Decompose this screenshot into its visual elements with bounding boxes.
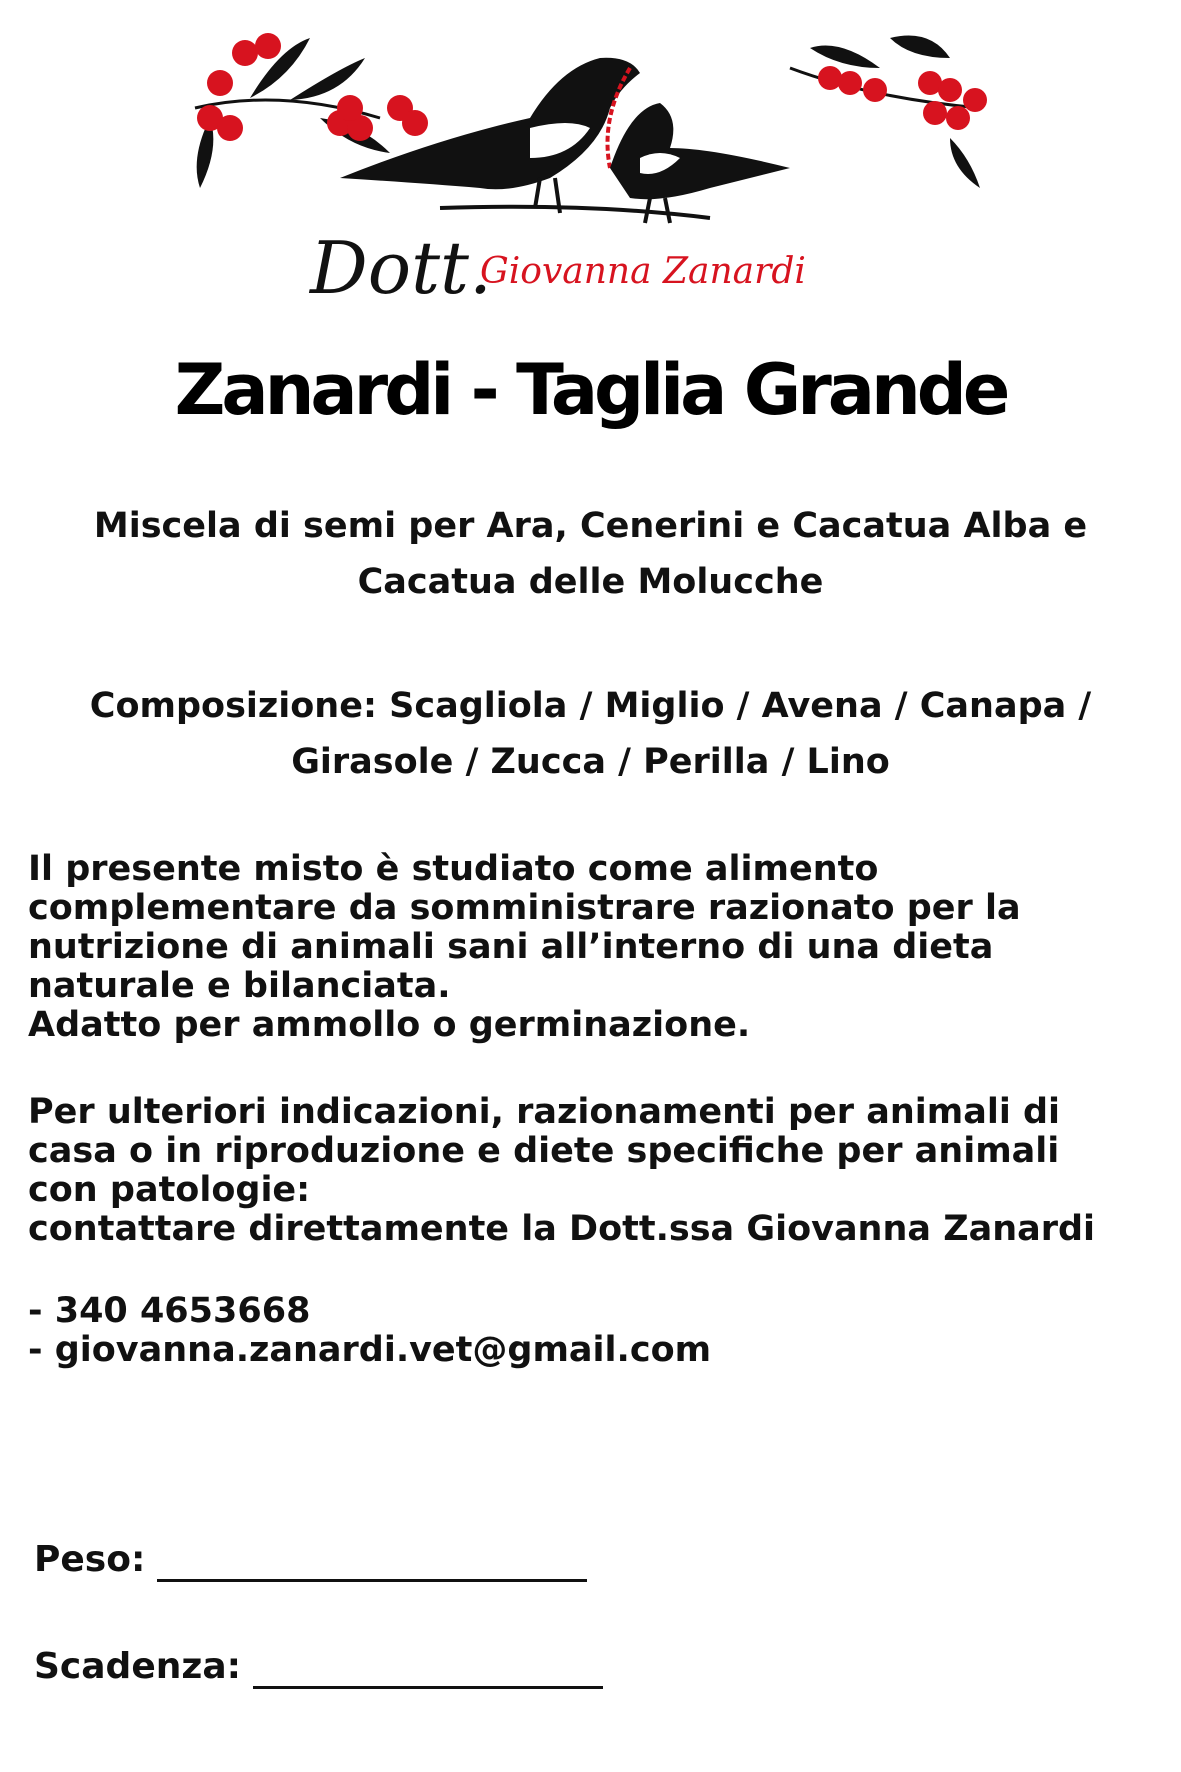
product-title: Zanardi - Taglia Grande [174,349,1007,431]
subtitle-line: Cacatua delle Molucche [357,562,824,602]
info-line: con patologie: [28,1170,311,1210]
info-line: casa o in riproduzione e diete specifiche per animali [28,1131,1060,1171]
peso-label: Peso: [34,1539,146,1580]
info-block [28,1093,1168,1249]
contact-block [28,1292,1168,1370]
magpie-icon [340,58,640,213]
description-line: naturale e bilanciata. [28,966,451,1006]
info-line: contattare direttamente la Dott.ssa Giovanna Zanardi [28,1209,1096,1249]
peso-blank-line [157,1549,587,1582]
logo-name: Giovanna Zanardi [480,251,806,292]
young-magpie-icon [610,103,790,223]
scadenza-field [34,1645,603,1689]
logo [190,28,990,328]
logo-prefix: Dott. [310,226,492,310]
peso-field [34,1538,587,1582]
description-line: nutrizione di animali sani all’interno di una dieta [28,927,994,967]
subtitle-line: Miscela di semi per Ara, Cenerini e Cacatua Alba e [93,506,1088,546]
phone-number: - 340 4653668 [28,1291,311,1331]
composition-line: Girasole / Zucca / Perilla / Lino [291,742,890,782]
composition [40,678,1141,790]
email-address: - giovanna.zanardi.vet@gmail.com [28,1330,712,1370]
info-line: Per ulteriori indicazioni, razionamenti per animali di [28,1092,1061,1132]
description [28,850,1168,1045]
description-line: Il presente misto è studiato come alimento [28,849,879,889]
scadenza-blank-line [253,1656,603,1689]
right-berry-branch-icon [790,36,987,189]
product-subtitle [40,498,1141,610]
composition-line: Composizione: Scagliola / Miglio / Avena / Canapa / [89,686,1092,726]
description-line: Adatto per ammollo o germinazione. [28,1005,751,1045]
scadenza-label: Scadenza: [34,1646,242,1687]
description-line: complementare da somministrare razionato per la [28,888,1021,928]
